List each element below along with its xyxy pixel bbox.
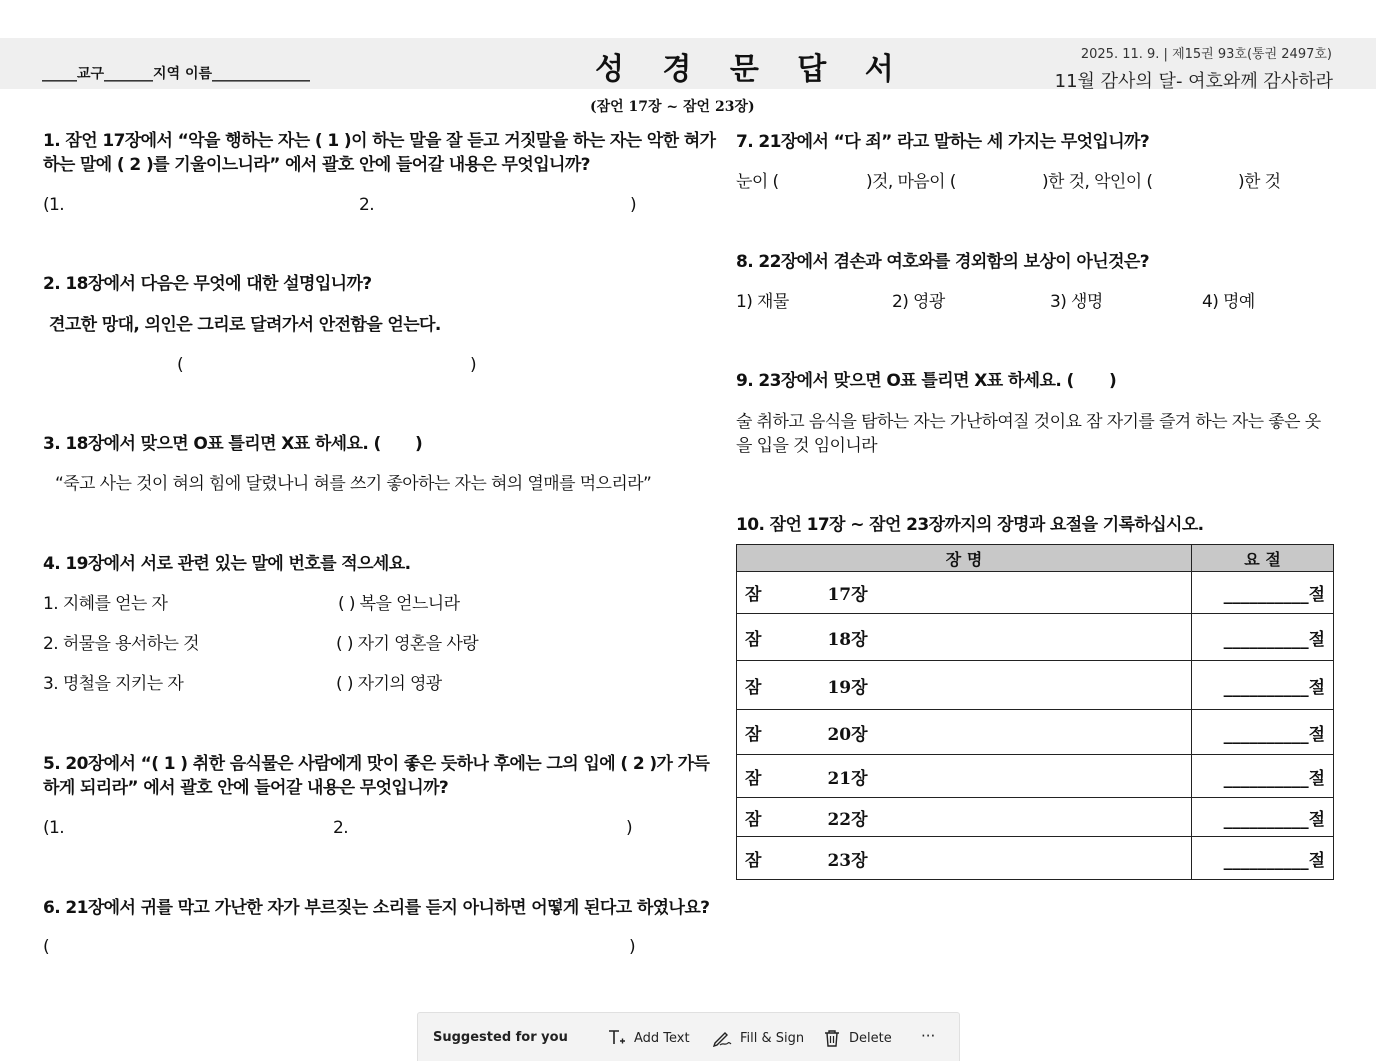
q6-close-paren: )	[629, 937, 636, 957]
question-2: 2. 18장에서 다음은 무엇에 대한 설명입니까?	[43, 274, 372, 294]
suggested-label: Suggested for you	[433, 1030, 568, 1045]
verse-blank[interactable]: __________절	[1192, 798, 1334, 837]
col-verse: 요 절	[1192, 545, 1334, 572]
book-label: 잠	[745, 768, 762, 789]
q4-row-3-right[interactable]: ( ) 자기의 영광	[336, 674, 442, 694]
verse-blank[interactable]: __________절	[1192, 710, 1334, 755]
issue-info: 2025. 11. 9. | 제15권 93호(통권 2497호)	[1080, 47, 1332, 62]
book-label: 잠	[745, 585, 762, 605]
table-row	[737, 710, 1334, 755]
q9-close-paren: )	[1109, 371, 1117, 391]
q2-close-paren: )	[470, 355, 477, 375]
add-text-icon	[608, 1029, 626, 1047]
chapter-cell	[737, 572, 1192, 614]
chapter-label: 19장	[827, 677, 868, 698]
q4-row-2-left: 2. 허물을 용서하는 것	[43, 634, 200, 654]
chapter-label: 23장	[827, 850, 868, 871]
q7-part-3[interactable]: )한 것, 악인이 (	[1042, 172, 1153, 192]
table-row	[737, 614, 1334, 661]
chapter-label: 21장	[827, 768, 868, 789]
chapter-cell	[737, 661, 1192, 710]
q5-answer-1[interactable]: (1.	[43, 818, 65, 838]
verse-blank[interactable]: __________절	[1192, 837, 1334, 880]
question-5	[43, 752, 709, 800]
add-text-button[interactable]	[608, 1029, 690, 1047]
table-row	[737, 572, 1334, 614]
question-8: 8. 22장에서 겸손과 여호와를 경외함의 보상이 아닌것은?	[736, 252, 1149, 272]
question-6: 6. 21장에서 귀를 막고 가난한 자가 부르짖는 소리를 듣지 아니하면 어떻게 된다고 하였나요?	[43, 898, 710, 918]
q5-answer-2[interactable]: 2.	[333, 818, 349, 838]
q4-row-2-right[interactable]: ( ) 자기 영혼을 사랑	[336, 634, 479, 654]
chapter-cell	[737, 614, 1192, 661]
question-9-statement: 술 취하고 음식을 탐하는 자는 가난하여질 것이요 잠 자기를 즐겨 하는 자는 좋은 옷을 입을 것 임이니라	[736, 412, 1321, 456]
table-row	[737, 755, 1334, 798]
question-2-clue: 견고한 망대, 의인은 그리로 달려가서 안전함을 얻는다.	[49, 315, 441, 335]
question-4: 4. 19장에서 서로 관련 있는 말에 번호를 적으세요.	[43, 554, 411, 574]
chapter-label: 20장	[827, 724, 868, 745]
add-text-label: Add Text	[634, 1030, 690, 1046]
chapter-cell	[737, 798, 1192, 837]
delete-button[interactable]	[823, 1029, 892, 1047]
name-fields: _____교구_______지역 이름______________	[42, 66, 311, 82]
monthly-theme: 11월 감사의 달- 여호와께 감사하라	[1054, 71, 1333, 92]
book-label: 잠	[745, 809, 762, 830]
more-options-icon[interactable]: ···	[921, 1027, 936, 1045]
q6-open-paren[interactable]: (	[43, 937, 50, 957]
q1-answer-2[interactable]: 2.	[359, 195, 375, 215]
verse-blank[interactable]: __________절	[1192, 572, 1334, 614]
col-chapter-name: 장 명	[737, 545, 1192, 572]
table-row	[737, 798, 1334, 837]
q8-option-1[interactable]: 1) 재물	[736, 292, 789, 312]
chapter-label: 18장	[827, 629, 868, 650]
trash-icon	[823, 1029, 841, 1047]
question-5-line-1: 5. 20장에서 “( 1 ) 취한 음식물은 사람에게 맛이 좋은 듯하나 후에는 그의 입에 ( 2 )가 가득	[43, 754, 710, 774]
book-label: 잠	[745, 850, 762, 871]
chapter-range: (잠언 17장 ~ 잠언 23장)	[590, 99, 755, 115]
q4-row-1-right[interactable]: ( ) 복을 얻느니라	[338, 594, 460, 614]
fill-sign-label: Fill & Sign	[740, 1030, 805, 1046]
q1-answer-1[interactable]: (1.	[43, 195, 65, 215]
q7-part-4: )한 것	[1238, 172, 1281, 192]
chapter-label: 17장	[827, 585, 868, 605]
question-5-line-2: 하게 되리라” 에서 괄호 안에 들어갈 내용은 무엇입니까?	[43, 778, 449, 798]
question-1-line-2: 하는 말에 ( 2 )를 기울이느니라” 에서 괄호 안에 들어갈 내용은 무엇입니까?	[43, 155, 590, 175]
delete-label: Delete	[849, 1030, 892, 1046]
chapter-label: 22장	[827, 809, 868, 830]
verse-table-header	[737, 545, 1334, 572]
book-label: 잠	[745, 629, 762, 650]
chapter-cell	[737, 755, 1192, 798]
suggested-toolbar	[417, 1012, 960, 1061]
q8-option-2[interactable]: 2) 영광	[892, 292, 945, 312]
question-3: 3. 18장에서 맞으면 O표 틀리면 X표 하세요. (	[43, 434, 381, 454]
verse-blank[interactable]: __________절	[1192, 614, 1334, 661]
q1-close-paren: )	[630, 195, 637, 215]
book-label: 잠	[745, 724, 762, 745]
book-label: 잠	[745, 677, 762, 698]
q5-close-paren: )	[626, 818, 633, 838]
fill-sign-button[interactable]	[712, 1029, 804, 1047]
question-3-quote: “죽고 사는 것이 혀의 힘에 달렸나니 혀를 쓰기 좋아하는 자는 혀의 열매를 먹으리라”	[55, 474, 652, 494]
q8-option-3[interactable]: 3) 생명	[1050, 292, 1103, 312]
q7-part-2[interactable]: )것, 마음이 (	[866, 172, 956, 192]
chapter-cell	[737, 837, 1192, 880]
q2-open-paren[interactable]: (	[177, 355, 184, 375]
table-row	[737, 661, 1334, 710]
verse-blank[interactable]: __________절	[1192, 755, 1334, 798]
q3-close-paren: )	[415, 434, 423, 454]
question-1-line-1: 1. 잠언 17장에서 “악을 행하는 자는 ( 1 )이 하는 말을 잘 듣고 거짓말을 하는 자는 악한 혀가	[43, 131, 716, 151]
question-9: 9. 23장에서 맞으면 O표 틀리면 X표 하세요. (	[736, 371, 1074, 391]
chapter-cell	[737, 710, 1192, 755]
q7-part-1[interactable]: 눈이 (	[736, 172, 779, 192]
verse-blank[interactable]: __________절	[1192, 661, 1334, 710]
table-row	[737, 837, 1334, 880]
q4-row-3-left: 3. 명철을 지키는 자	[43, 674, 184, 694]
verse-table	[736, 544, 1334, 880]
document-title: 성 경 문 답 서	[595, 52, 908, 87]
question-7: 7. 21장에서 “다 죄” 라고 말하는 세 가지는 무엇입니까?	[736, 132, 1150, 152]
fill-sign-icon	[712, 1029, 732, 1047]
q8-option-4[interactable]: 4) 명예	[1202, 292, 1255, 312]
question-1	[43, 129, 715, 177]
q4-row-1-left: 1. 지혜를 얻는 자	[43, 594, 168, 614]
question-10: 10. 잠언 17장 ~ 잠언 23장까지의 장명과 요절을 기록하십시오.	[736, 515, 1204, 535]
